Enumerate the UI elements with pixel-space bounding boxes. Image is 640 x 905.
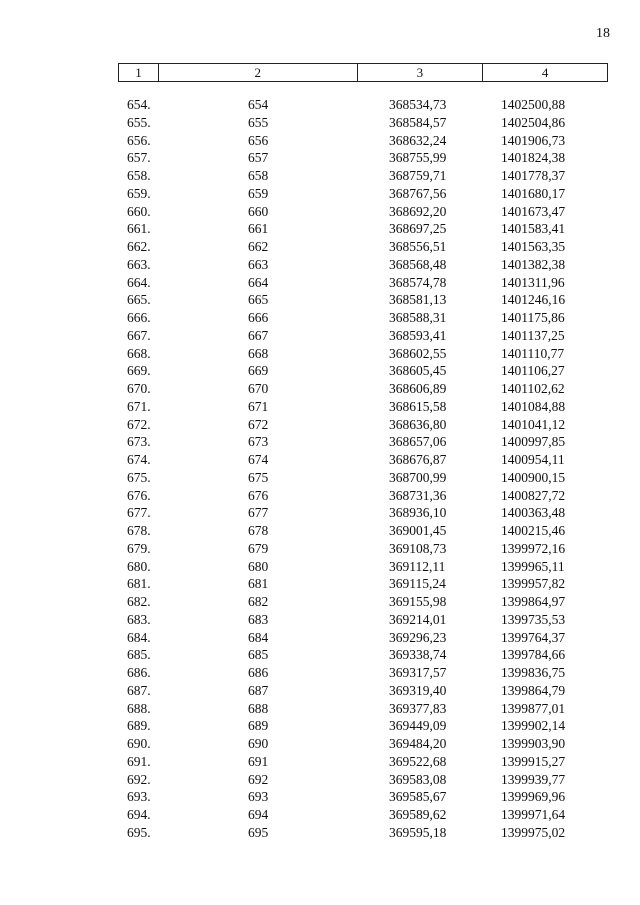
point-number: 660 bbox=[248, 203, 269, 219]
table-row bbox=[0, 771, 640, 789]
coordinate-table-body bbox=[0, 96, 640, 842]
table-row bbox=[0, 416, 640, 434]
coordinate-x: 369589,62 bbox=[389, 807, 447, 822]
coordinate-y: 1399902,14 bbox=[501, 718, 566, 734]
coordinate-y: 1401382,38 bbox=[501, 256, 566, 272]
point-number: 667 bbox=[248, 327, 269, 343]
point-number: 672 bbox=[248, 416, 269, 432]
row-index: 695. bbox=[127, 824, 151, 840]
table-row bbox=[0, 327, 640, 345]
point-number: 666 bbox=[248, 310, 269, 325]
page-number: 18 bbox=[596, 26, 610, 41]
point-number: 656 bbox=[248, 132, 269, 148]
row-index: 685. bbox=[127, 647, 151, 663]
coordinate-x: 368615,58 bbox=[389, 398, 447, 414]
row-index: 687. bbox=[127, 682, 151, 698]
coordinate-x: 368692,20 bbox=[389, 203, 447, 219]
point-number: 671 bbox=[248, 398, 269, 414]
table-row bbox=[0, 238, 640, 256]
coordinate-x: 368697,25 bbox=[389, 221, 447, 237]
row-index: 678. bbox=[127, 523, 151, 538]
point-number: 687 bbox=[248, 682, 269, 698]
coordinate-x: 369296,23 bbox=[389, 629, 447, 645]
table-row bbox=[0, 664, 640, 682]
table-row bbox=[0, 487, 640, 505]
table-row bbox=[0, 167, 640, 185]
coordinate-y: 1399903,90 bbox=[501, 736, 566, 751]
point-number: 673 bbox=[248, 434, 269, 450]
coordinate-y: 1399836,75 bbox=[501, 665, 566, 680]
coordinate-x: 368755,99 bbox=[389, 150, 447, 166]
point-number: 657 bbox=[248, 150, 269, 166]
point-number: 686 bbox=[248, 665, 269, 680]
point-number: 690 bbox=[248, 736, 269, 751]
point-number: 670 bbox=[248, 381, 269, 396]
point-number: 674 bbox=[248, 452, 269, 467]
row-index: 661. bbox=[127, 221, 151, 237]
coordinate-y: 1401824,38 bbox=[501, 150, 566, 166]
row-index: 682. bbox=[127, 594, 151, 609]
row-index: 686. bbox=[127, 665, 151, 680]
coordinate-x: 369449,09 bbox=[389, 718, 447, 734]
coordinate-y: 1399972,16 bbox=[501, 540, 566, 556]
row-index: 673. bbox=[127, 434, 151, 450]
row-index: 660. bbox=[127, 203, 151, 219]
coordinate-y: 1401106,27 bbox=[501, 363, 565, 379]
point-number: 683 bbox=[248, 611, 269, 627]
table-row bbox=[0, 824, 640, 842]
coordinate-x: 368676,87 bbox=[389, 452, 447, 467]
coordinate-x: 368636,80 bbox=[389, 416, 447, 432]
coordinate-y: 1399939,77 bbox=[501, 771, 566, 787]
coordinate-y: 1400997,85 bbox=[501, 434, 566, 450]
table-row bbox=[0, 682, 640, 700]
coordinate-x: 369522,68 bbox=[389, 753, 447, 769]
table-row bbox=[0, 558, 640, 576]
point-number: 677 bbox=[248, 505, 269, 521]
coordinate-x: 369595,18 bbox=[389, 824, 447, 840]
point-number: 665 bbox=[248, 292, 269, 308]
table-row bbox=[0, 345, 640, 363]
row-index: 679. bbox=[127, 540, 151, 556]
coordinate-x: 369214,01 bbox=[389, 611, 447, 627]
coordinate-x: 369585,67 bbox=[389, 789, 447, 805]
table-row bbox=[0, 611, 640, 629]
coordinate-x: 368602,55 bbox=[389, 345, 447, 361]
table-row bbox=[0, 735, 640, 753]
coordinate-x: 369338,74 bbox=[389, 647, 447, 663]
table-row bbox=[0, 398, 640, 416]
coordinate-y: 1399864,79 bbox=[501, 682, 566, 698]
coordinate-y: 1401673,47 bbox=[501, 203, 566, 219]
coordinate-x: 369377,83 bbox=[389, 700, 447, 716]
coordinate-y: 1399965,11 bbox=[501, 558, 565, 574]
coordinate-y: 1402500,88 bbox=[501, 97, 566, 112]
row-index: 671. bbox=[127, 398, 151, 414]
row-index: 658. bbox=[127, 168, 151, 183]
table-row bbox=[0, 380, 640, 398]
row-index: 690. bbox=[127, 736, 151, 751]
point-number: 695 bbox=[248, 824, 269, 840]
coordinate-y: 1399957,82 bbox=[501, 576, 566, 592]
table-row bbox=[0, 291, 640, 309]
table-row bbox=[0, 451, 640, 469]
coordinate-x: 368534,73 bbox=[389, 97, 447, 112]
coordinate-y: 1401583,41 bbox=[501, 221, 566, 237]
table-row bbox=[0, 646, 640, 664]
coordinate-y: 1401175,86 bbox=[501, 310, 565, 325]
coordinate-x: 368759,71 bbox=[389, 168, 447, 183]
point-number: 694 bbox=[248, 807, 269, 822]
table-row bbox=[0, 220, 640, 238]
coordinate-y: 1399877,01 bbox=[501, 700, 566, 716]
point-number: 655 bbox=[248, 114, 269, 130]
coordinate-y: 1399764,37 bbox=[501, 629, 566, 645]
coordinate-x: 368767,56 bbox=[389, 185, 447, 201]
coordinate-x: 368731,36 bbox=[389, 487, 447, 503]
column-header-4: 4 bbox=[483, 64, 608, 82]
coordinate-x: 368584,57 bbox=[389, 114, 447, 130]
column-header-1: 1 bbox=[119, 64, 159, 82]
coordinate-y: 1400954,11 bbox=[501, 452, 565, 467]
point-number: 680 bbox=[248, 558, 269, 574]
point-number: 682 bbox=[248, 594, 269, 609]
row-index: 657. bbox=[127, 150, 151, 166]
table-row bbox=[0, 575, 640, 593]
table-row bbox=[0, 522, 640, 540]
coordinate-x: 368700,99 bbox=[389, 469, 447, 485]
table-row bbox=[0, 203, 640, 221]
row-index: 674. bbox=[127, 452, 151, 467]
coordinate-y: 1399971,64 bbox=[501, 807, 566, 822]
coordinate-y: 1401563,35 bbox=[501, 239, 566, 254]
coordinate-y: 1400215,46 bbox=[501, 523, 566, 538]
point-number: 679 bbox=[248, 540, 269, 556]
point-number: 684 bbox=[248, 629, 269, 645]
point-number: 692 bbox=[248, 771, 269, 787]
column-header-3: 3 bbox=[357, 64, 483, 82]
point-number: 675 bbox=[248, 469, 269, 485]
coordinate-y: 1402504,86 bbox=[501, 114, 566, 130]
coordinate-x: 368605,45 bbox=[389, 363, 447, 379]
coordinate-y: 1400363,48 bbox=[501, 505, 566, 521]
coordinate-x: 369115,24 bbox=[389, 576, 446, 592]
coordinate-y: 1400900,15 bbox=[501, 469, 566, 485]
coordinate-x: 368581,13 bbox=[389, 292, 447, 308]
table-row bbox=[0, 806, 640, 824]
column-header-table bbox=[118, 63, 608, 82]
coordinate-x: 369583,08 bbox=[389, 771, 447, 787]
row-index: 675. bbox=[127, 469, 151, 485]
table-row bbox=[0, 700, 640, 718]
coordinate-x: 369484,20 bbox=[389, 736, 447, 751]
row-index: 691. bbox=[127, 753, 151, 769]
coordinate-y: 1399864,97 bbox=[501, 594, 566, 609]
row-index: 659. bbox=[127, 185, 151, 201]
point-number: 664 bbox=[248, 274, 269, 290]
point-number: 681 bbox=[248, 576, 269, 592]
table-row bbox=[0, 540, 640, 558]
coordinate-y: 1401110,77 bbox=[501, 345, 565, 361]
point-number: 689 bbox=[248, 718, 269, 734]
row-index: 694. bbox=[127, 807, 151, 822]
coordinate-x: 369001,45 bbox=[389, 523, 447, 538]
coordinate-y: 1399915,27 bbox=[501, 753, 566, 769]
point-number: 691 bbox=[248, 753, 269, 769]
point-number: 659 bbox=[248, 185, 269, 201]
point-number: 676 bbox=[248, 487, 269, 503]
coordinate-x: 368588,31 bbox=[389, 310, 447, 325]
table-row bbox=[0, 96, 640, 114]
point-number: 688 bbox=[248, 700, 269, 716]
row-index: 667. bbox=[127, 327, 151, 343]
row-index: 670. bbox=[127, 381, 151, 396]
row-index: 669. bbox=[127, 363, 151, 379]
table-row bbox=[0, 788, 640, 806]
table-row bbox=[0, 256, 640, 274]
coordinate-y: 1401084,88 bbox=[501, 398, 566, 414]
coordinate-y: 1399735,53 bbox=[501, 611, 566, 627]
row-index: 654. bbox=[127, 97, 151, 112]
coordinate-x: 368657,06 bbox=[389, 434, 447, 450]
row-index: 692. bbox=[127, 771, 151, 787]
row-index: 665. bbox=[127, 292, 151, 308]
coordinate-x: 368568,48 bbox=[389, 256, 447, 272]
table-row bbox=[0, 114, 640, 132]
row-index: 693. bbox=[127, 789, 151, 805]
coordinate-y: 1399969,96 bbox=[501, 789, 566, 805]
coordinate-y: 1401246,16 bbox=[501, 292, 566, 308]
coordinate-x: 369108,73 bbox=[389, 540, 447, 556]
table-row bbox=[0, 274, 640, 292]
coordinate-x: 368556,51 bbox=[389, 239, 447, 254]
table-row bbox=[0, 629, 640, 647]
table-row bbox=[0, 504, 640, 522]
table-row bbox=[0, 362, 640, 380]
table-row bbox=[0, 433, 640, 451]
table-row bbox=[0, 753, 640, 771]
row-index: 663. bbox=[127, 256, 151, 272]
coordinate-x: 369112,11 bbox=[389, 558, 446, 574]
table-row bbox=[0, 469, 640, 487]
coordinate-x: 368574,78 bbox=[389, 274, 447, 290]
table-row bbox=[0, 132, 640, 150]
coordinate-x: 368606,89 bbox=[389, 381, 447, 396]
row-index: 688. bbox=[127, 700, 151, 716]
row-index: 668. bbox=[127, 345, 151, 361]
row-index: 689. bbox=[127, 718, 151, 734]
coordinate-y: 1401680,17 bbox=[501, 185, 566, 201]
table-row bbox=[0, 309, 640, 327]
row-index: 666. bbox=[127, 310, 151, 325]
point-number: 663 bbox=[248, 256, 269, 272]
coordinate-x: 368593,41 bbox=[389, 327, 447, 343]
table-row bbox=[0, 185, 640, 203]
coordinate-y: 1401102,62 bbox=[501, 381, 565, 396]
coordinate-y: 1399784,66 bbox=[501, 647, 566, 663]
row-index: 680. bbox=[127, 558, 151, 574]
point-number: 661 bbox=[248, 221, 269, 237]
point-number: 685 bbox=[248, 647, 269, 663]
coordinate-y: 1401041,12 bbox=[501, 416, 566, 432]
coordinate-x: 369155,98 bbox=[389, 594, 447, 609]
coordinate-y: 1401137,25 bbox=[501, 327, 565, 343]
row-index: 655. bbox=[127, 114, 151, 130]
point-number: 693 bbox=[248, 789, 269, 805]
point-number: 658 bbox=[248, 168, 269, 183]
row-index: 681. bbox=[127, 576, 151, 592]
column-header-row bbox=[119, 64, 608, 82]
row-index: 664. bbox=[127, 274, 151, 290]
point-number: 668 bbox=[248, 345, 269, 361]
table-row bbox=[0, 717, 640, 735]
coordinate-x: 369319,40 bbox=[389, 682, 447, 698]
coordinate-x: 368936,10 bbox=[389, 505, 447, 521]
row-index: 656. bbox=[127, 132, 151, 148]
row-index: 676. bbox=[127, 487, 151, 503]
point-number: 662 bbox=[248, 239, 269, 254]
row-index: 672. bbox=[127, 416, 151, 432]
row-index: 684. bbox=[127, 629, 151, 645]
coordinate-y: 1400827,72 bbox=[501, 487, 566, 503]
coordinate-y: 1401778,37 bbox=[501, 168, 566, 183]
point-number: 678 bbox=[248, 523, 269, 538]
table-row bbox=[0, 593, 640, 611]
row-index: 662. bbox=[127, 239, 151, 254]
coordinate-y: 1399975,02 bbox=[501, 824, 566, 840]
column-header-2: 2 bbox=[158, 64, 357, 82]
point-number: 654 bbox=[248, 97, 269, 112]
point-number: 669 bbox=[248, 363, 269, 379]
row-index: 677. bbox=[127, 505, 151, 521]
coordinate-y: 1401906,73 bbox=[501, 132, 566, 148]
coordinate-y: 1401311,96 bbox=[501, 274, 565, 290]
coordinate-x: 368632,24 bbox=[389, 132, 447, 148]
coordinate-x: 369317,57 bbox=[389, 665, 447, 680]
row-index: 683. bbox=[127, 611, 151, 627]
table-row bbox=[0, 149, 640, 167]
